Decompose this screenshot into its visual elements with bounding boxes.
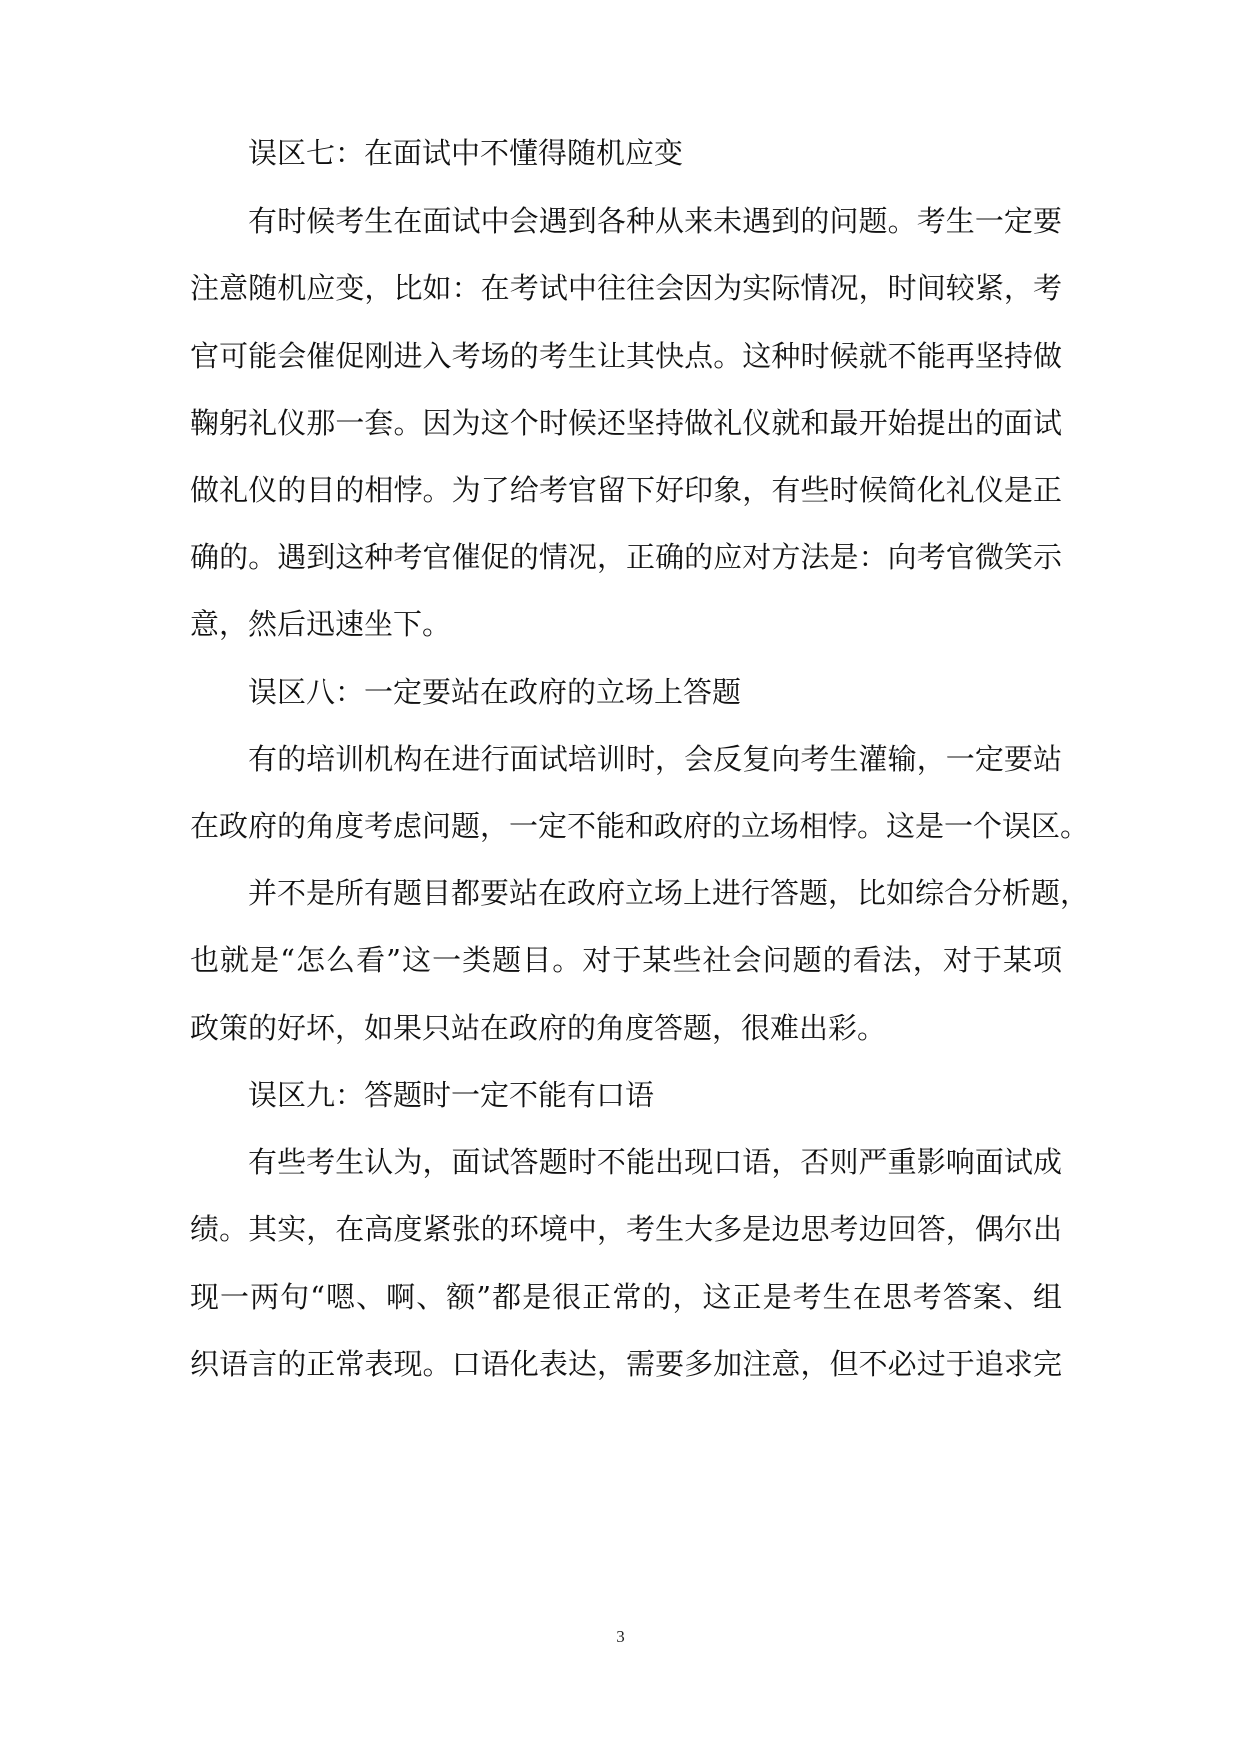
body-line: 注意随机应变，比如：在考试中往往会因为实际情况，时间较紧，考: [190, 271, 1062, 305]
body-line: 确的。遇到这种考官催促的情况，正确的应对方法是：向考官微笑示: [190, 540, 1062, 574]
page-number: 3: [616, 1627, 625, 1646]
body-line: 织语言的正常表现。口语化表达，需要多加注意，但不必过于追求完: [190, 1347, 1062, 1381]
body-line: 做礼仪的目的相悖。为了给考官留下好印象，有些时候简化礼仪是正: [190, 473, 1062, 507]
body-line: 并不是所有题目都要站在政府立场上进行答题，比如综合分析题，: [248, 876, 1090, 910]
body-line: 绩。其实，在高度紧张的环境中，考生大多是边思考边回答，偶尔出: [190, 1212, 1062, 1246]
body-line: 官可能会催促刚进入考场的考生让其快点。这种时候就不能再坚持做: [190, 339, 1062, 373]
body-line: 现一两句“嗯、啊、额”都是很正常的，这正是考生在思考答案、组: [190, 1280, 1062, 1314]
body-line: 也就是“怎么看”这一类题目。对于某些社会问题的看法，对于某项: [190, 943, 1062, 977]
body-line: 意，然后迅速坐下。: [190, 607, 452, 641]
body-line: 在政府的角度考虑问题，一定不能和政府的立场相悖。这是一个误区。: [190, 809, 1090, 843]
body-line: 有的培训机构在进行面试培训时，会反复向考生灌输，一定要站: [248, 742, 1062, 776]
body-line: 鞠躬礼仪那一套。因为这个时候还坚持做礼仪就和最开始提出的面试: [190, 406, 1062, 440]
body-line: 有些考生认为，面试答题时不能出现口语，否则严重影响面试成: [248, 1145, 1062, 1179]
heading-misconception-9: 误区九：答题时一定不能有口语: [248, 1078, 655, 1112]
heading-misconception-7: 误区七：在面试中不懂得随机应变: [248, 136, 684, 170]
body-line: 有时候考生在面试中会遇到各种从来未遇到的问题。考生一定要: [248, 204, 1062, 238]
body-line: 政策的好坏，如果只站在政府的角度答题，很难出彩。: [190, 1011, 887, 1045]
heading-misconception-8: 误区八：一定要站在政府的立场上答题: [248, 675, 742, 709]
